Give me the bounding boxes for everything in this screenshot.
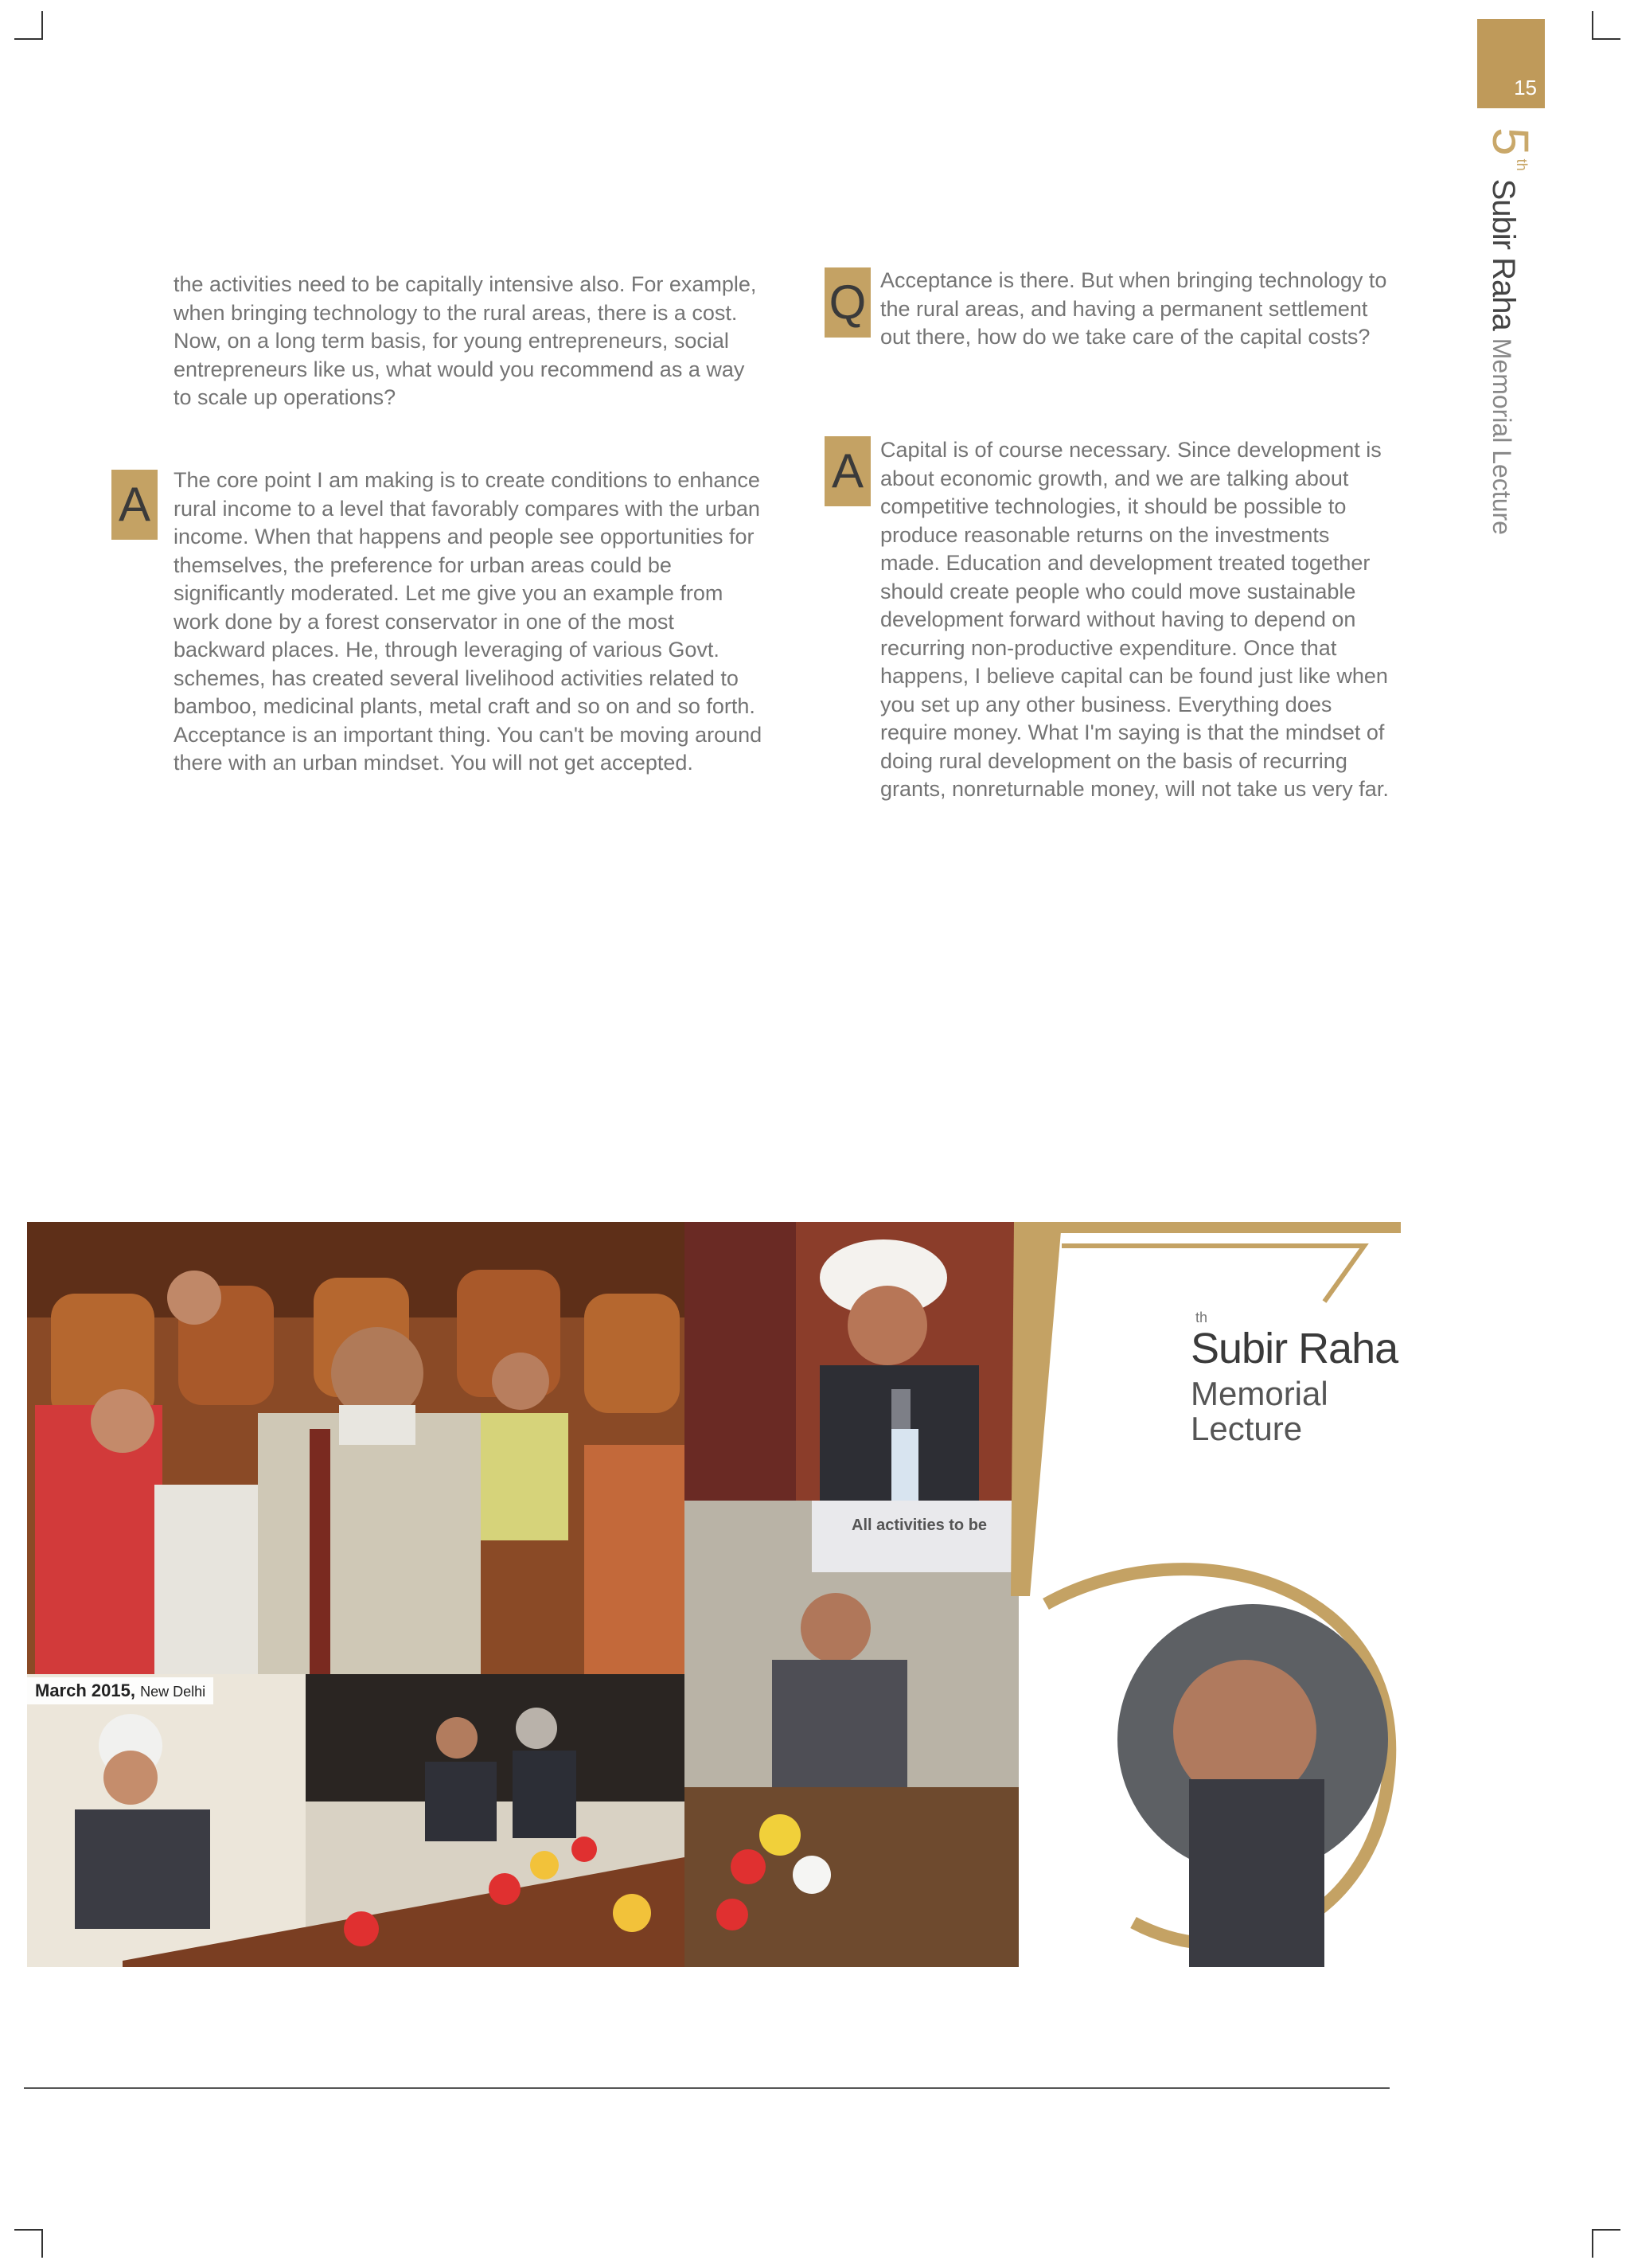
photo-date: March 2015, xyxy=(35,1681,135,1700)
event-photo-collage xyxy=(27,1222,1401,1967)
left-question-continuation: the activities need to be capitally intensive also. For example, when bringing technology to the rural areas, there is a cost. Now, on a long term basis, for young entrepreneurs, social entrepreneurs like us, what would you recommend as a way to scale up operations? xyxy=(174,272,757,409)
left-answer-text: The core point I am making is to create conditions to enhance rural income to a level that favorably compares with the urban income. When that happens and people see opportunities for themselves, the preference for urban areas could be significantly moderated. Let me give you an example from work done by a forest conservator in one of the most backward places. He, through leveraging of various Govt. schemes, has created several livelihood activities related to bamboo, medicinal plants, metal craft and so on and so forth. Acceptance is an important thing. You can't be moving around there with an urban mindset. You will not get accepted. xyxy=(174,468,762,775)
photo-date-caption xyxy=(27,1677,213,1704)
logo-line-memorial: Memorial xyxy=(1191,1375,1328,1412)
photo-audience-question xyxy=(27,1222,684,1674)
page-number: 15 xyxy=(1514,76,1537,100)
right-answer-text: Capital is of course necessary. Since development is about economic growth, and we are talking about competitive technologies, it should be possible to produce reasonable returns on the investments made. Education and development treated together should create people who could move sustainable development forward without having to depend on recurring non-productive expenditure. Once that happens, I believe capital can be found just like when you set up any other business. Everything does require money. What I'm saying is that the mindset of doing rural development on the basis of recurring grants, nonreturnable money, will not take us very far. xyxy=(880,438,1389,801)
side-series-ordinal: th xyxy=(1514,158,1530,171)
logo-line-lecture: Lecture xyxy=(1191,1410,1303,1447)
right-answer-badge: A xyxy=(825,436,871,506)
right-question-badge: Q xyxy=(825,267,871,338)
photo-speaker-turban xyxy=(684,1222,1019,1501)
logo-ordinal: th xyxy=(1195,1310,1208,1325)
crop-mark-top-right xyxy=(1592,11,1620,40)
page-number-tab xyxy=(1477,19,1545,108)
side-series-name: Subir Raha xyxy=(1486,178,1521,330)
side-running-title xyxy=(1482,127,1539,535)
crop-mark-top-left xyxy=(14,11,43,40)
crop-mark-bottom-right xyxy=(1592,2229,1620,2258)
event-logo-graphic xyxy=(1014,1222,1401,1967)
photo-panel-speakers xyxy=(684,1501,1019,1967)
screen-text-1: All activities to be xyxy=(852,1517,988,1534)
footer-rule xyxy=(24,2087,1390,2089)
side-series-number: 5 xyxy=(1482,127,1539,156)
crop-mark-bottom-left xyxy=(14,2229,43,2258)
logo-name: Subir Raha xyxy=(1191,1325,1398,1372)
photo-place: New Delhi xyxy=(140,1684,206,1700)
right-question-text: Acceptance is there. But when bringing technology to the rural areas, and having a permanent settlement out there, how do we take care of the capital costs? xyxy=(880,268,1387,349)
photo-panel-table xyxy=(27,1674,684,1967)
left-answer-badge: A xyxy=(111,470,158,540)
side-series-subtitle: Memorial Lecture xyxy=(1488,338,1516,535)
